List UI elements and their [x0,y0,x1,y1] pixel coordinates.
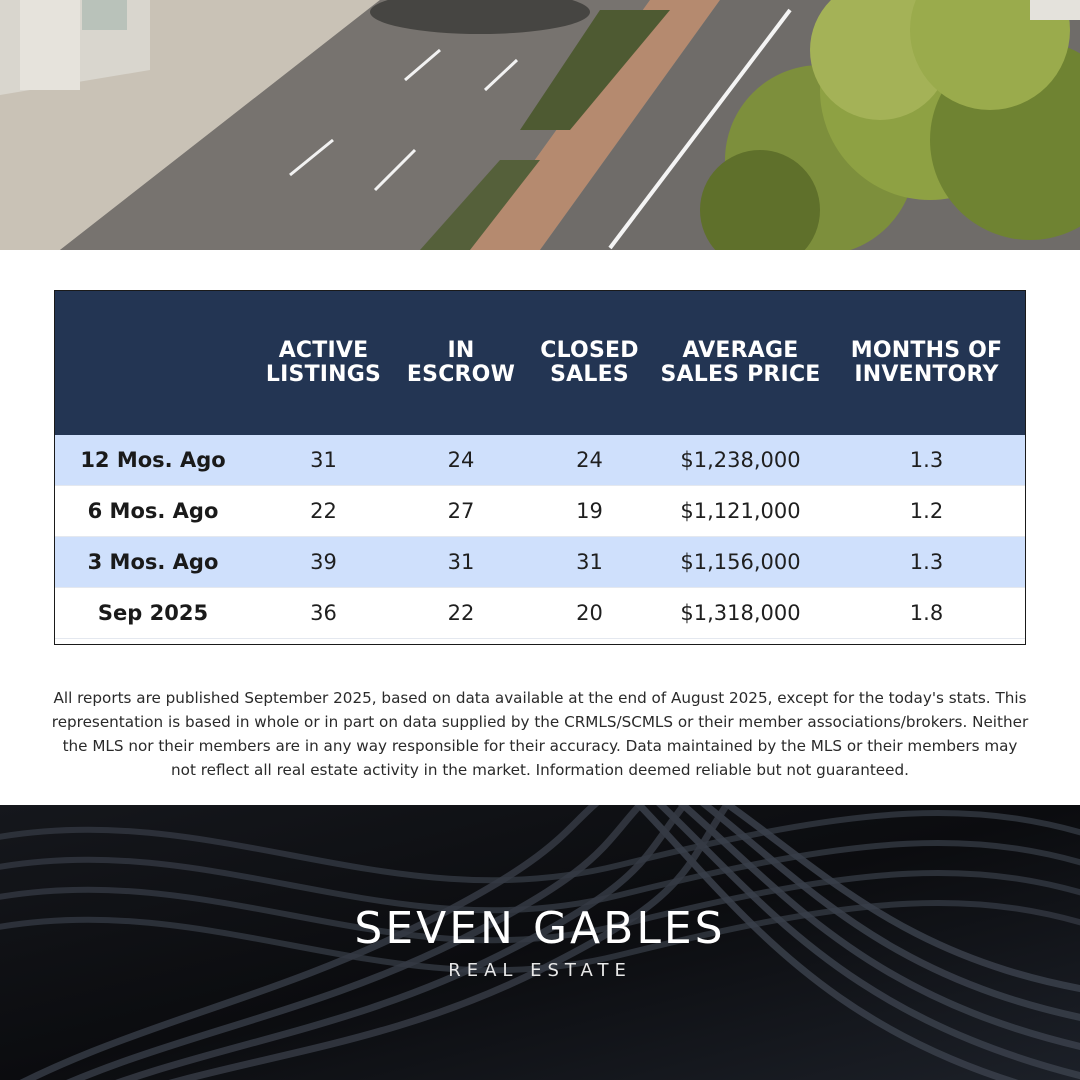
header-text: IN [447,338,475,363]
cell-active-listings: 22 [251,486,396,537]
table-row [55,486,1025,537]
cell-in-escrow: 24 [396,435,526,486]
cell-average-sales-price: $1,318,000 [653,588,828,639]
header-text: INVENTORY [854,362,999,387]
cell-in-escrow: 31 [396,537,526,588]
header-average-sales-price [653,291,828,435]
table-header-row [55,291,1025,435]
cell-months-of-inventory: 1.8 [828,588,1025,639]
header-text: LISTINGS [265,362,382,387]
cell-active-listings: 39 [251,537,396,588]
row-label: 6 Mos. Ago [55,486,251,537]
cell-closed-sales: 20 [526,588,653,639]
cell-active-listings: 36 [251,588,396,639]
header-text: SALES PRICE [660,362,821,387]
cell-months-of-inventory: 1.3 [828,435,1025,486]
cell-in-escrow: 27 [396,486,526,537]
row-label: 3 Mos. Ago [55,537,251,588]
row-label: Sep 2025 [55,588,251,639]
header-text: CLOSED [540,338,639,363]
brand-name: SEVEN GABLES [354,903,726,954]
header-text: ACTIVE [278,338,369,363]
cell-months-of-inventory: 1.3 [828,537,1025,588]
header-closed-sales [526,291,653,435]
header-active-listings [251,291,396,435]
cell-closed-sales: 19 [526,486,653,537]
cell-active-listings: 31 [251,435,396,486]
table-row [55,588,1025,639]
market-stats-table [54,290,1026,645]
header-in-escrow [396,291,526,435]
header-text: SALES [550,362,629,387]
table-row [55,435,1025,486]
header-months-of-inventory [828,291,1025,435]
cell-closed-sales: 24 [526,435,653,486]
cell-average-sales-price: $1,238,000 [653,435,828,486]
cell-average-sales-price: $1,156,000 [653,537,828,588]
street-photo-icon [0,0,1080,250]
hero-street-photo [0,0,1080,250]
header-text: MONTHS OF [850,338,1003,363]
cell-in-escrow: 22 [396,588,526,639]
cell-months-of-inventory: 1.2 [828,486,1025,537]
row-label: 12 Mos. Ago [55,435,251,486]
header-blank [55,291,251,435]
footer-brand-band [0,805,1080,1080]
header-text: ESCROW [406,362,516,387]
table-row [55,537,1025,588]
cell-closed-sales: 31 [526,537,653,588]
cell-average-sales-price: $1,121,000 [653,486,828,537]
brand-subtitle: REAL ESTATE [448,960,632,981]
header-text: AVERAGE [682,338,799,363]
disclaimer-text: All reports are published September 2025, based on data available at the end of August 2025, except for the today's stats. This representation is based in whole or in part on data supplied by the CRMLS/SCMLS or their member associations/brokers. Neither the MLS nor their members are in any way responsible for their accuracy. Data maintained by the MLS or their members may not reflect all real estate activity in the market. Information deemed reliable but not guaranteed. [51,689,1029,779]
